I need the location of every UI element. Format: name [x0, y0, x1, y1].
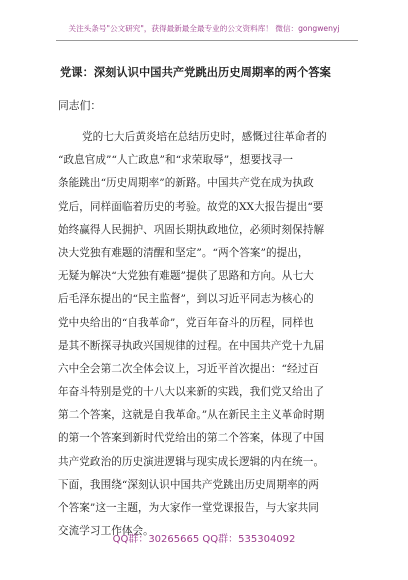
body-line: 决大党独有难题的清醒和坚定”。“两个答案”的提出， [58, 246, 309, 259]
body-line: “政息官成”“人亡政息”和“求荣取辱”，想要找寻一 [58, 154, 294, 167]
header-divider [56, 40, 358, 41]
salutation: 同志们： [58, 99, 102, 112]
body-line: 六中全会第二次全体会议上，习近平首次提出：“经过百 [58, 362, 319, 375]
body-paragraph [58, 126, 358, 543]
footer-contacts: QQ群：30265665 QQ群：535304092 [112, 534, 296, 545]
body-line: 年奋斗特别是党的十八大以来新的实践，我们党又给出了 [58, 386, 325, 399]
body-line: 条能跳出“历史周期率”的新路。中国共产党在成为执政 [58, 177, 314, 190]
body-line: 的第一个答案到新时代党给出的第二个答案，体现了中国 [58, 432, 325, 445]
body-line: 第二个答案，这就是自我革命。”从在新民主主义革命时期 [58, 409, 325, 422]
body-line: 党的七大后黄炎培在总结历史时，感慨过往革命者的 [82, 131, 327, 143]
body-line: 党后，同样面临着历史的考验。故党的XX大报告提出“要 [58, 200, 324, 213]
body-line: 共产党政治的历史演进逻辑与现实成长逻辑的内在统一。 [58, 455, 325, 468]
header-banner: 关注头条号"公文研究"，获得最新最全最专业的公文资料库！ 微信：gongwenyj [68, 24, 340, 33]
body-line: 始终赢得人民拥护、巩固长期执政地位，必须时刻保持解 [58, 223, 325, 236]
body-line: 是其不断探寻执政兴国规律的过程。在中国共产党十九届 [58, 339, 325, 352]
body-line: 交流学习工作体会。 [58, 525, 154, 538]
body-line: 党中央给出的“自我革命”，党百年奋斗的历程，同样也 [58, 316, 314, 329]
document-title: 党课：深刻认识中国共产党跳出历史周期率的两个答案 [60, 65, 331, 79]
body-line: 无疑为解决“大党独有难题”提供了思路和方向。从七大 [58, 270, 314, 283]
body-line: 下面，我围绕“深刻认识中国共产党跳出历史周期率的两 [58, 478, 319, 491]
body-line: 个答案”这一主题，为大家作一堂党课报告，与大家共同 [58, 502, 319, 514]
body-line: 后毛泽东提出的“民主监督”，到以习近平同志为核心的 [58, 293, 314, 306]
